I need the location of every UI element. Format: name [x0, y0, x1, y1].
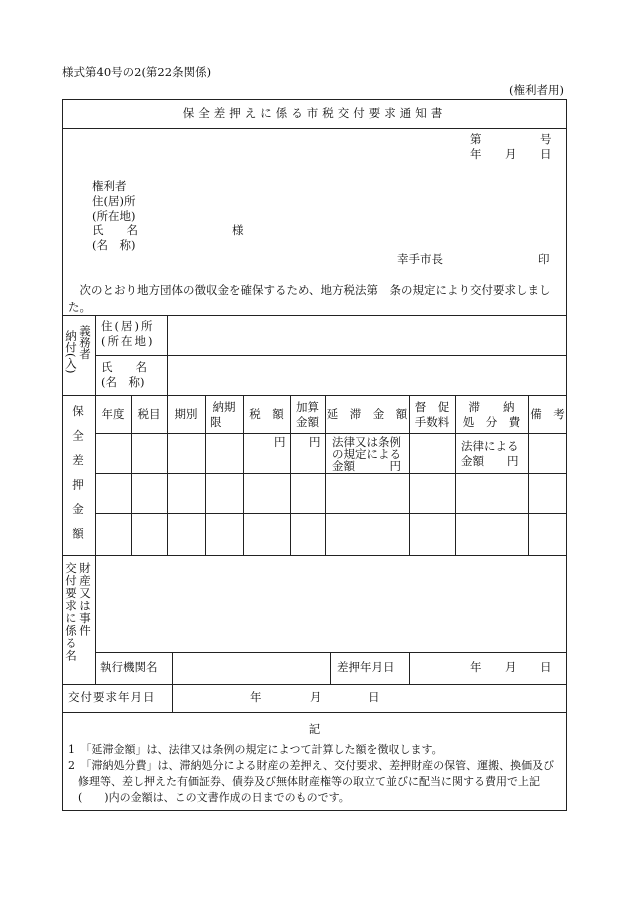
seizure-date-label: 差押年月日: [337, 660, 395, 674]
document-title: 保全差押えに係る市税交付要求通知書: [182, 106, 447, 120]
header-due-1: 納期: [212, 400, 236, 414]
col-seizure-value: [409, 652, 410, 684]
request-day: 日: [368, 690, 380, 704]
executing-agency-label: 執行機関名: [100, 660, 158, 674]
header-tax-item: 税目: [137, 407, 161, 421]
date-month: 月: [505, 147, 517, 161]
header-remarks: 備 考: [530, 407, 565, 421]
header-tax: 税 額: [249, 407, 284, 421]
addressee-location: (所在地): [92, 209, 136, 223]
doc-no-dai: 第: [470, 132, 482, 146]
property-label-b: [64, 562, 78, 662]
rule-taxpayer-end: [62, 395, 567, 396]
header-fiscal-year: 年度: [101, 407, 125, 421]
issuer-seal: 印: [538, 252, 550, 266]
notes-title: 記: [308, 722, 321, 736]
taxpayer-label-b-text: 義務者: [78, 325, 93, 360]
seizure-day: 日: [540, 660, 552, 674]
addressee-name: 氏 名: [92, 223, 138, 237]
unit-delinquency-3: 金額 円: [332, 459, 401, 473]
date-day: 日: [540, 147, 552, 161]
unit-yen-add: 円: [309, 435, 321, 449]
header-period: 期別: [174, 407, 198, 421]
rule-amount-row1: [95, 473, 567, 474]
date-year: 年: [470, 147, 482, 161]
taxpayer-name-2: (名 称): [101, 375, 145, 389]
seizure-year: 年: [470, 660, 482, 674]
col-agency-value: [172, 652, 173, 712]
property-label-a: [78, 562, 92, 637]
header-add-2: 金額: [296, 415, 319, 429]
seizure-month: 月: [505, 660, 517, 674]
taxpayer-name-1: 氏 名: [101, 360, 147, 374]
rule-taxpayer-mid: [95, 355, 567, 356]
rule-amount-header: [95, 433, 567, 434]
taxpayer-label-b: [78, 325, 92, 360]
property-label-b-text: 交付要求に係る名: [64, 562, 79, 662]
form-number: 様式第40号の2(第22条関係): [62, 65, 212, 79]
col-taxpayer-label: [167, 315, 168, 395]
rule-amount-row2: [95, 513, 567, 514]
doc-no-go: 号: [540, 132, 552, 146]
header-delinquency: 延 滞 金 額: [326, 407, 408, 421]
header-dun-2: 手数料: [414, 415, 450, 429]
note-1: 1 「延滞金額」は、法律又は条例の規定によつて計算した額を徴収します。: [68, 743, 443, 756]
header-disp-2: 処 分 費: [462, 415, 521, 429]
unit-delinquency-2: の規定による: [332, 447, 401, 461]
unit-yen-tax: 円: [274, 435, 286, 449]
header-due-2: 限: [210, 415, 222, 429]
unit-delinquency-1: 法律又は条例: [332, 435, 401, 449]
taxpayer-address-1: 住(居)所: [101, 319, 155, 333]
col-seizure-label: [330, 652, 331, 684]
rule-amount-end: [62, 555, 567, 556]
body-text: 次のとおり地方団体の徴収金を確保するため、地方税法第 条の規定により交付要求しました。: [68, 283, 551, 314]
header-disp-1: 滞 納: [468, 400, 515, 414]
taxpayer-label-a: [64, 330, 78, 373]
issuer-mayor: 幸手市長: [397, 252, 443, 266]
header-dun-1: 督 促: [414, 400, 450, 414]
addressee-sama: 様: [232, 223, 244, 237]
rule-request: [62, 712, 567, 713]
rule-property: [95, 652, 567, 653]
usage-label: (権利者用): [509, 83, 564, 97]
addressee-address: 住(居)所: [92, 194, 136, 208]
unit-disp-1: 法律による: [461, 439, 519, 453]
amount-section-label-text: 保全差押金額: [71, 405, 85, 552]
header-add-1: 加算: [296, 400, 319, 414]
request-month: 月: [310, 690, 322, 704]
taxpayer-label-a-text: 納付(入): [64, 330, 79, 374]
request-date-label: 交付要求年月日: [68, 690, 156, 704]
addressee-holder: 権利者: [92, 179, 127, 193]
col-due: [205, 395, 206, 555]
rule-title: [62, 128, 567, 129]
property-label-a-text: 財産又は事件: [78, 562, 93, 637]
taxpayer-address-2: (所在地): [101, 334, 155, 348]
amount-section-label: [64, 405, 92, 552]
addressee-entity: (名 称): [92, 238, 136, 252]
col-left-label: [95, 315, 96, 684]
rule-agency: [62, 684, 567, 685]
note-2: 2 「滞納処分費」は、滞納処分による財産の差押え、交付要求、差押財産の保管、運搬、換価及び修理等、差し押えた有価証券、債券及び無体財産権等の取立て並びに配当に関する費用で上記( )内の金額は、この文書作成の日までのものです。: [68, 759, 555, 804]
unit-disp-2: 金額 円: [461, 454, 519, 468]
request-year: 年: [250, 690, 262, 704]
